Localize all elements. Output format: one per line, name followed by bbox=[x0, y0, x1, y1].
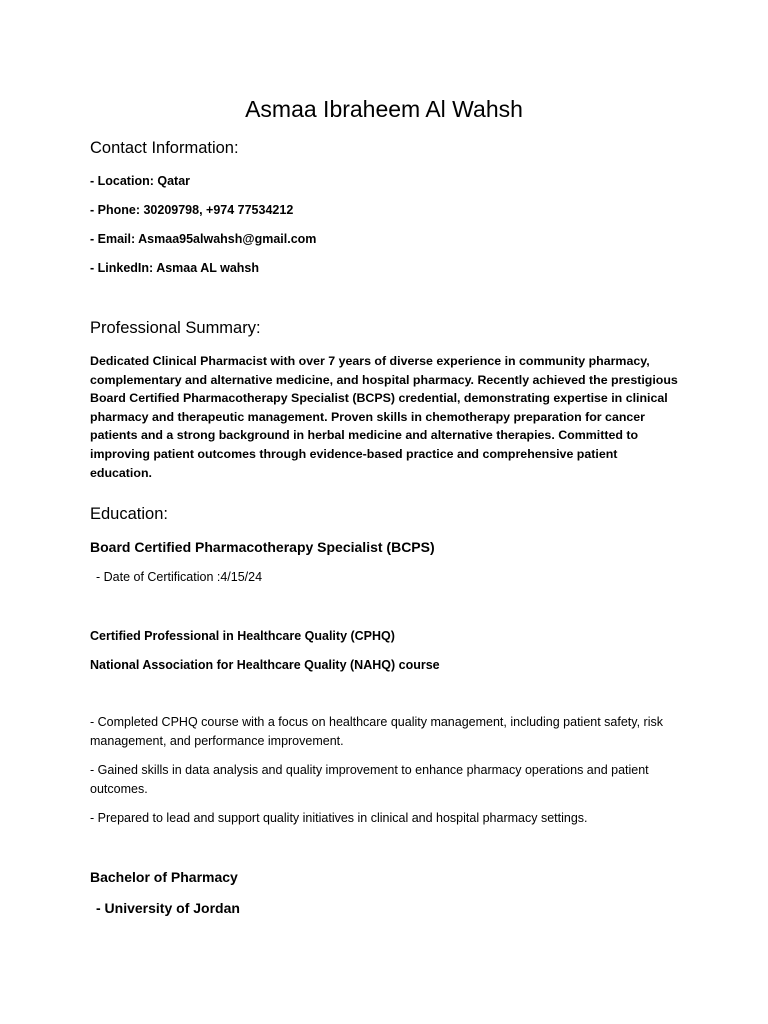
cphq-bullet: - Completed CPHQ course with a focus on healthcare quality management, including patient safety, risk management, and performance improvement. bbox=[90, 715, 663, 748]
bcps-date: - Date of Certification :4/15/24 bbox=[96, 570, 263, 584]
cphq-title: Certified Professional in Healthcare Quality (CPHQ) bbox=[90, 629, 395, 643]
cphq-bullet: - Gained skills in data analysis and quality improvement to enhance pharmacy operations and patient outcomes. bbox=[90, 763, 649, 796]
contact-linkedin: - LinkedIn: Asmaa AL wahsh bbox=[90, 261, 260, 275]
education-heading: Education: bbox=[90, 505, 168, 523]
summary-heading: Professional Summary: bbox=[90, 319, 261, 337]
contact-location: - Location: Qatar bbox=[90, 174, 191, 188]
contact-heading: Contact Information: bbox=[90, 139, 239, 157]
bachelor-university: - University of Jordan bbox=[96, 900, 240, 916]
bachelor-title: Bachelor of Pharmacy bbox=[90, 869, 238, 885]
summary-text: Dedicated Clinical Pharmacist with over 7 years of diverse experience in community pharmacy, complementary and alternative medicine, and hospital pharmacy. Recently achieved the prestigious Board Certified Pharmacotherapy Specialist (BCPS) credential, demonstrating expertise in clinical pharmacy and therapeutic management. Proven skills in chemotherapy preparation for cancer patients and a strong background in herbal medicine and alternative therapies. Committed to improving patient outcomes through evidence-based practice and comprehensive patient education. bbox=[90, 354, 678, 480]
resume-name: Asmaa Ibraheem Al Wahsh bbox=[245, 96, 523, 122]
contact-phone: - Phone: 30209798, +974 77534212 bbox=[90, 203, 294, 217]
bcps-title: Board Certified Pharmacotherapy Specialist (BCPS) bbox=[90, 539, 435, 555]
cphq-bullet: - Prepared to lead and support quality initiatives in clinical and hospital pharmacy settings. bbox=[90, 811, 588, 825]
contact-email: - Email: Asmaa95alwahsh@gmail.com bbox=[90, 232, 317, 246]
cphq-course: National Association for Healthcare Quality (NAHQ) course bbox=[90, 658, 440, 672]
